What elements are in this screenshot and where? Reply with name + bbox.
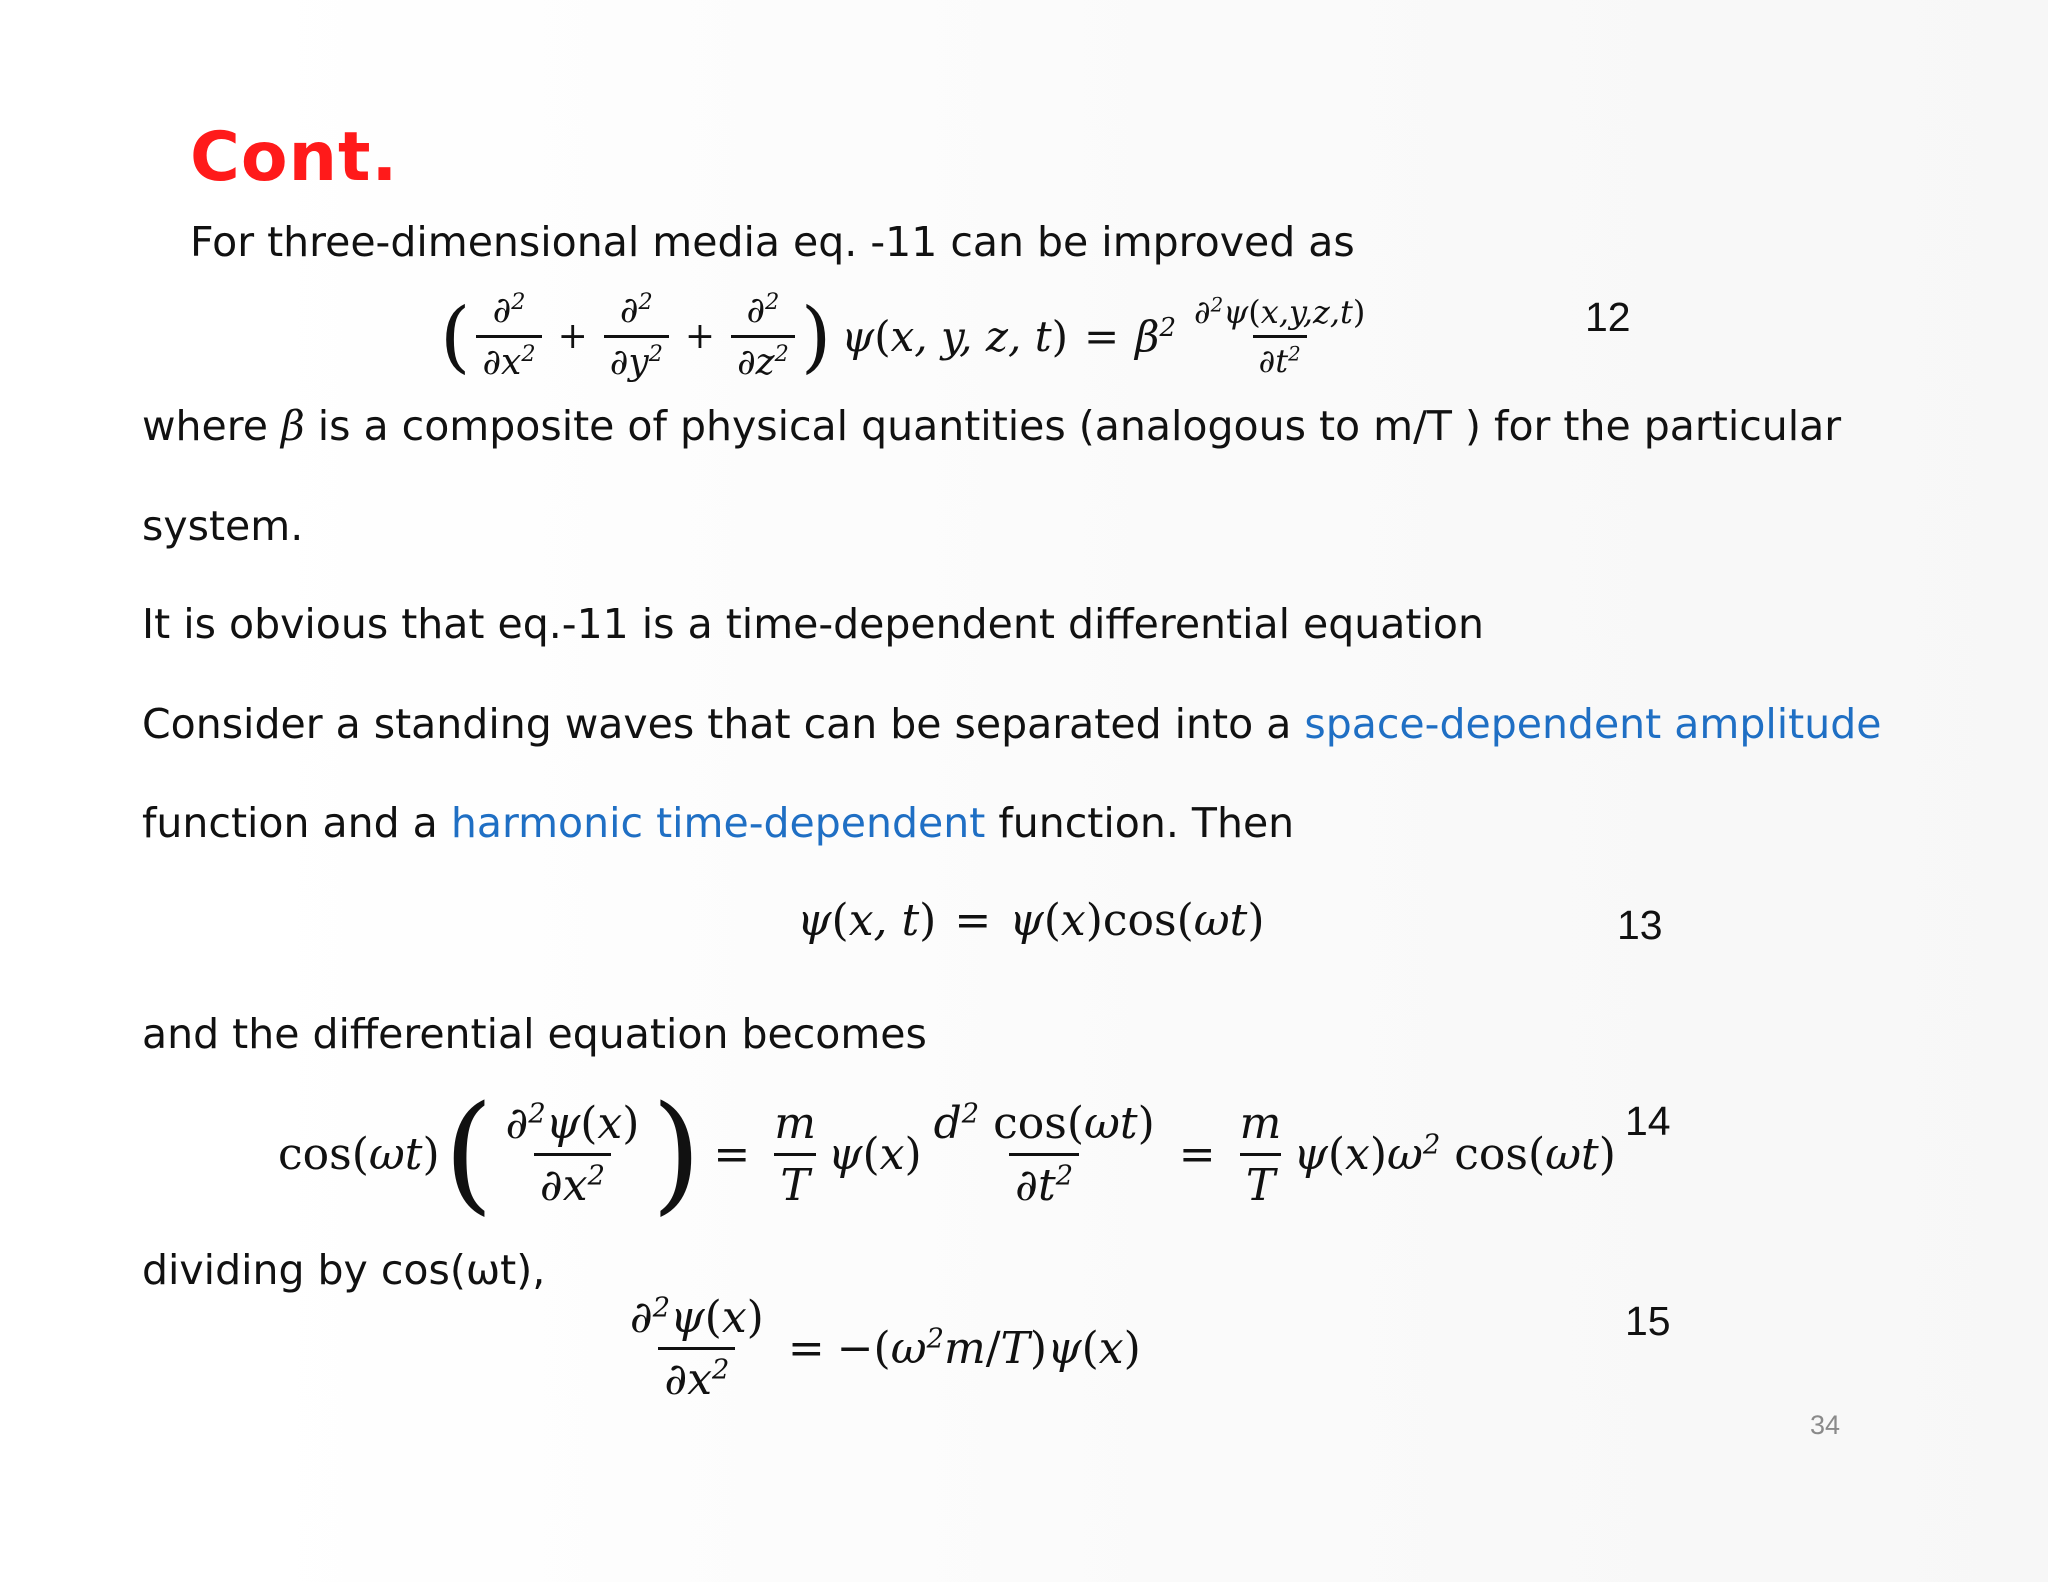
eq12-frac-x: $\frac{\partial^2}{\partial x^2}$ bbox=[476, 290, 541, 383]
paragraph-consider bbox=[142, 700, 1882, 748]
equation-number-14: 14 bbox=[1625, 1098, 1671, 1144]
equation-15: $\frac{\partial^2\psi(x)}{\partial x^2}$ = $-(\omega^2m/T)\psi(x)$ bbox=[618, 1292, 1141, 1405]
equation-13: ψ(x, t) = ψ(x)cos(ωt) bbox=[797, 895, 1265, 946]
equation-number-12: 12 bbox=[1585, 294, 1631, 340]
eq12-rparen: ) bbox=[800, 291, 832, 382]
eq14-frac-m-over-t-2: $\frac{m}{T}$ bbox=[1239, 1097, 1282, 1211]
eq14-frac-d2: $\frac{d^2 \cos(\omega t)}{\partial t^2}$ bbox=[933, 1097, 1155, 1211]
equation-14: cos(ωt) ( $\frac{\partial^2\psi(x)}{\partial x^2}$ ) = $\frac{m}{T}$ ψ(x) $\frac{d^2 \cos(\omega t)}{\partial t^2}$ = $\frac{m}{T}$ $\psi(x)\omega^2$ cos(ωt) bbox=[278, 1079, 1616, 1228]
eq12-frac-rhs: $\frac{\partial^2\psi(x,y,z,t)}{\partial t^2}$ bbox=[1194, 293, 1366, 380]
equation-12: ( $\frac{\partial^2}{\partial x^2}$ + $\frac{\partial^2}{\partial y^2}$ + $\frac{\partial^2}{\partial z^2}$ ) ψ(x, y, z, t) = $\beta^2$ $\frac{\partial^2\psi(x,y,z,t)}{\partial t^2}$ bbox=[440, 290, 1377, 383]
eq12-frac-y: $\frac{\partial^2}{\partial y^2}$ bbox=[604, 290, 669, 383]
paragraph-where-start: where bbox=[142, 402, 268, 450]
beta-symbol: β bbox=[280, 402, 305, 450]
eq12-lparen: ( bbox=[440, 291, 471, 382]
equation-number-15: 15 bbox=[1625, 1298, 1671, 1344]
paragraph-system: system. bbox=[142, 502, 304, 550]
page-number: 34 bbox=[1810, 1410, 1841, 1440]
eq14-lparen: ( bbox=[443, 1079, 494, 1228]
eq14-rparen: ) bbox=[651, 1079, 702, 1228]
paragraph-function bbox=[142, 799, 1295, 847]
slide-title: Cont. bbox=[190, 118, 399, 197]
highlight-harmonic: harmonic time-dependent bbox=[450, 799, 986, 847]
eq14-frac-lhs: $\frac{\partial^2\psi(x)}{\partial x^2}$ bbox=[505, 1097, 640, 1211]
eq14-frac-m-over-t-1: $\frac{m}{T}$ bbox=[774, 1097, 816, 1211]
paragraph-and: and the differential equation becomes bbox=[142, 1010, 927, 1058]
eq12-frac-z: $\frac{\partial^2}{\partial z^2}$ bbox=[731, 290, 795, 383]
eq15-frac-lhs: $\frac{\partial^2\psi(x)}{\partial x^2}$ bbox=[630, 1292, 764, 1405]
paragraph-obvious: It is obvious that eq.-11 is a time-dependent differential equation bbox=[142, 600, 1484, 648]
paragraph-function-end: function. Then bbox=[998, 799, 1295, 847]
paragraph-dividing: dividing by cos(ωt), bbox=[142, 1246, 546, 1294]
highlight-space-dependent: space-dependent amplitude bbox=[1304, 700, 1882, 748]
paragraph-consider-start: Consider a standing waves that can be separated into a bbox=[142, 700, 1292, 748]
paragraph-where-rest: is a composite of physical quantities (analogous to m/T ) for the particular bbox=[317, 402, 1842, 450]
paragraph-function-start: function and a bbox=[142, 799, 438, 847]
intro-text: For three-dimensional media eq. -11 can be improved as bbox=[190, 218, 1355, 266]
paragraph-where bbox=[142, 402, 1842, 450]
equation-number-13: 13 bbox=[1617, 902, 1663, 948]
